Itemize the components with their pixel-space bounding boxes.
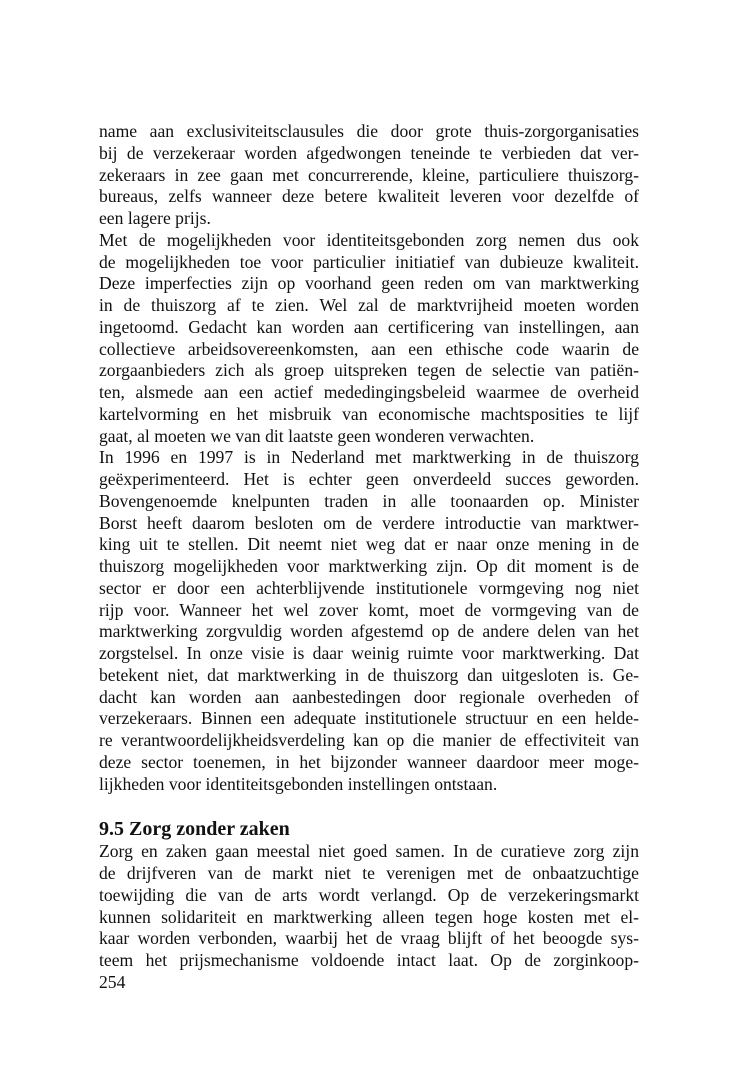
text-line: Zorg en zaken gaan meestal niet goed samen. In de curatieve zorg zijn bbox=[99, 841, 639, 862]
text-line: ten, alsmede aan een actief mededingingsbeleid waarmee de overheid bbox=[99, 382, 639, 402]
paragraph-imperfections bbox=[99, 230, 639, 448]
text-line: ingetoomd. Gedacht kan worden aan certificering van instellingen, aan bbox=[99, 316, 639, 337]
text-line: lijkheden voor identiteitsgebonden instellingen ontstaan. bbox=[99, 773, 498, 794]
text-line: verzekeraars. Binnen een adequate institutionele structuur en een helde- bbox=[99, 708, 639, 729]
text-line: geëxperimenteerd. Het is echter geen onverdeeld succes geworden. bbox=[99, 469, 639, 489]
text-line: marktwerking zorgvuldig worden afgestemd op de andere delen van het bbox=[99, 621, 639, 642]
book-page bbox=[99, 121, 639, 994]
text-line: kunnen solidariteit en marktwerking alleen tegen hoge kosten met el- bbox=[99, 906, 639, 927]
text-line: in de thuiszorg af te zien. Wel zal de marktvrijheid moeten worden bbox=[99, 295, 639, 315]
text-line: rijp voor. Wanneer het wel zover komt, moet de vormgeving van de bbox=[99, 599, 639, 620]
text-line: Met de mogelijkheden voor identiteitsgebonden zorg nemen dus ook bbox=[99, 229, 639, 250]
text-line: re verantwoordelijkheidsverdeling kan op die manier de effectiviteit van bbox=[99, 730, 639, 750]
text-line: gaat, al moeten we van dit laatste geen wonderen verwachten. bbox=[99, 425, 535, 446]
text-line: betekent niet, dat marktwerking in de thuiszorg dan uitgesloten is. Ge- bbox=[99, 664, 639, 685]
paragraph-exclusivity bbox=[99, 121, 639, 230]
text-line: In 1996 en 1997 is in Nederland met marktwerking in de thuiszorg bbox=[99, 447, 639, 468]
section-paragraph bbox=[99, 841, 639, 972]
paragraph-experiment-1996 bbox=[99, 447, 639, 795]
text-line: zorgaanbieders zich als groep uitspreken tegen de selectie van patiën- bbox=[99, 360, 639, 381]
text-line: sector er door een achterblijvende institutionele vormgeving nog niet bbox=[99, 577, 639, 598]
text-line: zekeraars in zee gaan met concurrerende, kleine, particuliere thuiszorg- bbox=[99, 164, 639, 185]
page-number: 254 bbox=[99, 971, 126, 992]
text-line: thuiszorg mogelijkheden voor marktwerking zijn. Op dit moment is de bbox=[99, 556, 639, 576]
text-line: Bovengenoemde knelpunten traden in alle toonaarden op. Minister bbox=[99, 490, 639, 511]
text-line: name aan exclusiviteitsclausules die door grote thuis-zorgorganisaties bbox=[99, 121, 639, 141]
text-line: kaar worden verbonden, waarbij het de vraag blijft of het beoogde sys- bbox=[99, 928, 639, 949]
text-line: kartelvorming en het misbruik van economische machtsposities te lijf bbox=[99, 403, 639, 424]
text-line: dacht kan worden aan aanbestedingen door regionale overheden of bbox=[99, 686, 639, 707]
text-line: Deze imperfecties zijn op voorhand geen reden om van marktwerking bbox=[99, 273, 639, 294]
text-line: toewijding die van de arts wordt verlangd. Op de verzekeringsmarkt bbox=[99, 884, 639, 905]
text-line: teem het prijsmechanisme voldoende intact laat. Op de zorginkoop- bbox=[99, 950, 639, 970]
text-line: bij de verzekeraar worden afgedwongen teneinde te verbieden dat ver- bbox=[99, 142, 639, 163]
text-line: deze sector toenemen, in het bijzonder wanneer daardoor meer moge- bbox=[99, 751, 639, 772]
section-heading: 9.5 Zorg zonder zaken bbox=[99, 818, 290, 841]
text-line: bureaus, zelfs wanneer deze betere kwaliteit leveren voor dezelfde of bbox=[99, 186, 639, 207]
text-line: Borst heeft daarom besloten om de verdere introductie van marktwer- bbox=[99, 512, 639, 533]
text-line: collectieve arbeidsovereenkomsten, aan een ethische code waarin de bbox=[99, 338, 639, 359]
text-line: de drijfveren van de markt niet te verenigen met de onbaatzuchtige bbox=[99, 863, 639, 883]
body-text bbox=[99, 121, 639, 795]
text-line: de mogelijkheden toe voor particulier initiatief van dubieuze kwaliteit. bbox=[99, 251, 639, 272]
text-line: een lagere prijs. bbox=[99, 208, 211, 228]
text-line: zorgstelsel. In onze visie is daar weinig ruimte voor marktwerking. Dat bbox=[99, 643, 639, 663]
text-line: king uit te stellen. Dit neemt niet weg dat er naar onze mening in de bbox=[99, 534, 639, 555]
